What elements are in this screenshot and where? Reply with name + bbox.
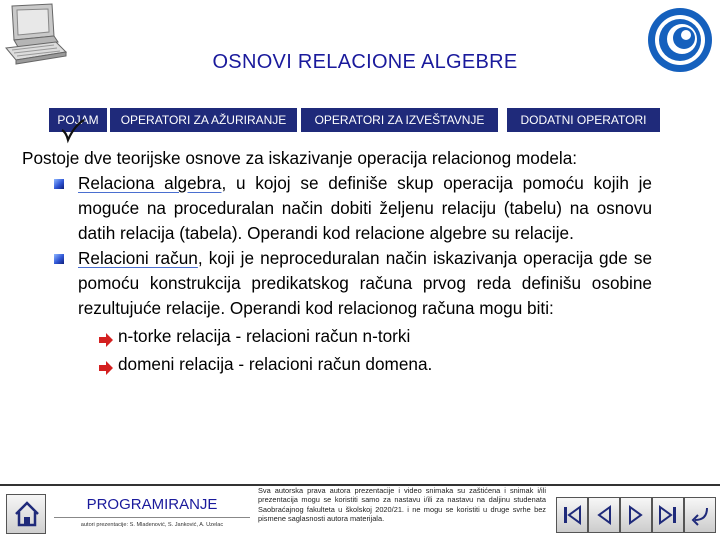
list-item (118, 324, 652, 349)
next-slide-button[interactable] (620, 497, 652, 533)
bullet-term: Relaciona algebra (78, 173, 222, 193)
arrow-bullet-icon (98, 357, 114, 371)
prev-icon (593, 504, 615, 526)
bullet-text: , u kojoj se definiše skup operacija pomoću kojih je moguće na proceduralan način dobiti željenu relaciju (tabelu) na osnovu datih relacija (tabela). Operandi kod relacione algebre su relacije. (78, 173, 652, 243)
back-button[interactable] (684, 497, 716, 533)
last-icon (657, 504, 679, 526)
square-bullet-icon (54, 179, 64, 189)
intro-text: Postoje dve teorijske osnove za iskazivanje operacija relacionog modela: (22, 148, 578, 168)
arrow-bullet-icon (98, 329, 114, 343)
footer-copyright: Sva autorska prava autora prezentacije i video snimaka su zaštićena i snimak i/ili prezentacija mogu se koristiti samo za nastavu i/ili za nastavu na daljinu studenata Saobraćajnog fakulteta u školskoj 2020/21. i ne mogu se koristiti u druge svrhe bez pismene saglasnosti autora materijala. (258, 486, 546, 524)
bullet-term: Relacioni račun (78, 248, 198, 268)
tab-operatori-izvestavanje[interactable]: OPERATORI ZA IZVEŠTAVNJE (301, 108, 498, 132)
next-icon (625, 504, 647, 526)
last-slide-button[interactable] (652, 497, 684, 533)
list-item (78, 171, 652, 246)
tab-operatori-azuriranje[interactable]: OPERATORI ZA AŽURIRANJE (110, 108, 297, 132)
prev-slide-button[interactable] (588, 497, 620, 533)
back-icon (689, 504, 711, 526)
subbullet-text: n-torke relacija - relacioni račun n-torki (118, 326, 411, 346)
first-slide-button[interactable] (556, 497, 588, 533)
tab-dodatni-operatori[interactable]: DODATNI OPERATORI (507, 108, 660, 132)
check-icon (60, 118, 86, 144)
footer-brand-divider (54, 517, 250, 518)
home-icon (13, 500, 41, 528)
slide-content (22, 146, 652, 377)
home-button[interactable] (6, 494, 46, 534)
first-icon (561, 504, 583, 526)
page-title: OSNOVI RELACIONE ALGEBRE (212, 51, 518, 73)
footer-brand: PROGRAMIRANJE (86, 496, 218, 513)
list-item (118, 352, 652, 377)
tab-pojam[interactable]: POJAM (49, 108, 107, 132)
bullet-text: , koji je neproceduralan način iskazivanja operacija gde se pomoću konstrukcija predikatskog računa prvog reda definišu osobine rezultujuće relacije. Operandi kod relacionog računa mogu biti: (78, 248, 653, 318)
list-item (78, 246, 652, 321)
square-bullet-icon (54, 254, 64, 264)
subbullet-text: domeni relacija - relacioni račun domena. (118, 354, 433, 374)
footer-authors: autori prezentacije: S. Mladenović, S. Janković, A. Uzelac (80, 522, 224, 528)
